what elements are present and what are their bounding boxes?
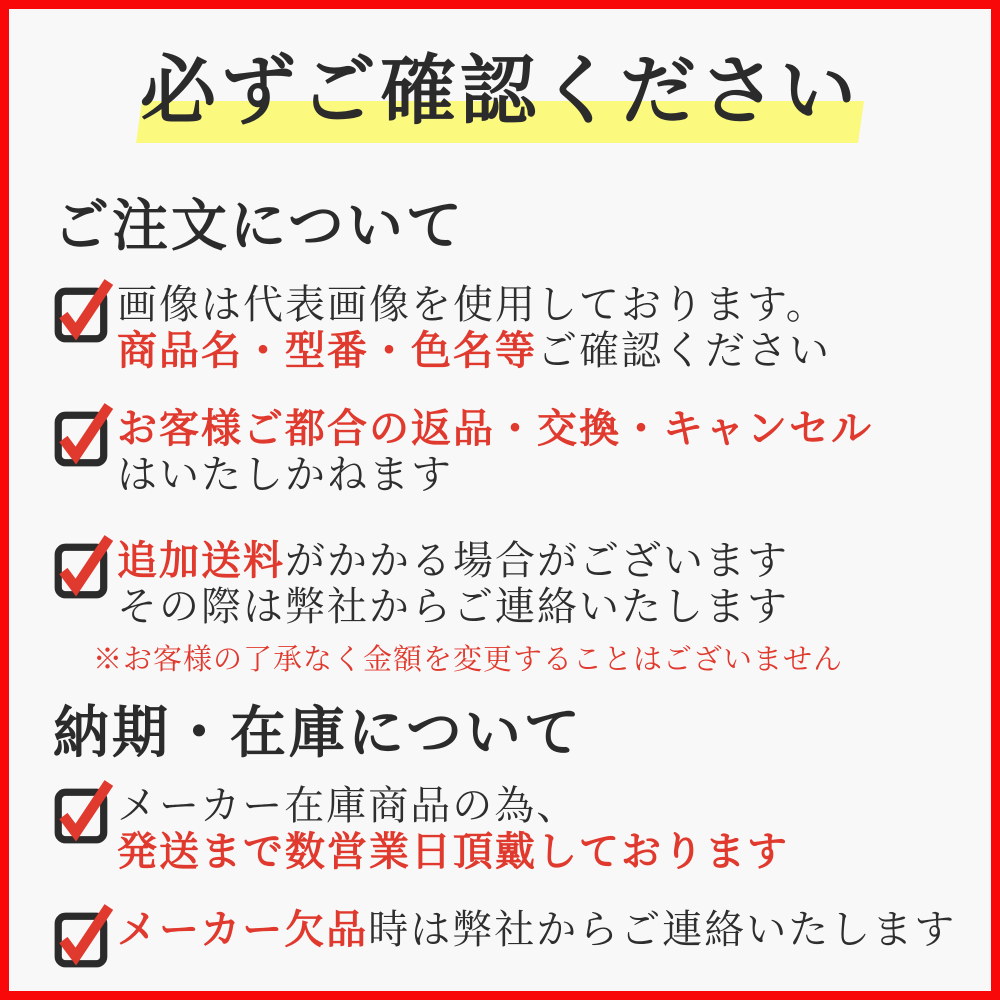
item-text: 画像は代表画像を使用しております。 bbox=[117, 282, 828, 329]
item-text-block bbox=[117, 907, 956, 953]
list-item-extra-shipping bbox=[53, 538, 991, 630]
page-title: 必ずご確認ください bbox=[140, 46, 860, 135]
title-banner bbox=[9, 43, 991, 141]
checkbox-checked-icon bbox=[53, 784, 111, 846]
list-item-representative-image bbox=[53, 282, 991, 374]
item-text-block bbox=[117, 406, 873, 498]
checkbox-checked-icon bbox=[53, 283, 111, 345]
item-text: はいたしかねます bbox=[117, 452, 453, 499]
checkbox-checked-icon bbox=[53, 407, 111, 469]
item-text-emphasis: メーカー欠品 bbox=[117, 906, 369, 954]
item-text: メーカー在庫商品の為、 bbox=[117, 783, 579, 830]
item-text-emphasis: 追加送料 bbox=[117, 537, 285, 585]
list-item-maker-shortage bbox=[53, 907, 991, 970]
checkbox-checked-icon bbox=[53, 539, 111, 601]
item-text: がかかる場合がございます bbox=[285, 538, 789, 585]
list-item-no-returns bbox=[53, 406, 991, 498]
item-text: ご確認ください bbox=[537, 328, 831, 375]
item-text-emphasis: 発送まで数営業日頂戴しております bbox=[117, 828, 789, 876]
item-text-emphasis: 商品名・型番・色名等 bbox=[117, 327, 537, 375]
price-change-footnote: ※お客様の了承なく金額を変更することはございません bbox=[93, 642, 844, 677]
item-text-block bbox=[117, 538, 789, 630]
item-text: その際は弊社からご連絡いたします bbox=[117, 584, 789, 631]
checkbox-checked-icon bbox=[53, 908, 111, 970]
list-item-maker-stock bbox=[53, 783, 991, 875]
item-text: 時は弊社からご連絡いたします bbox=[368, 907, 957, 954]
item-text-block bbox=[117, 783, 789, 875]
item-text-block bbox=[117, 282, 831, 374]
section-heading-order: ご注文について bbox=[53, 193, 465, 259]
item-text-emphasis: お客様ご都合の返品・交換・キャンセル bbox=[117, 405, 873, 453]
section-heading-stock: 納期・在庫について bbox=[53, 700, 583, 767]
